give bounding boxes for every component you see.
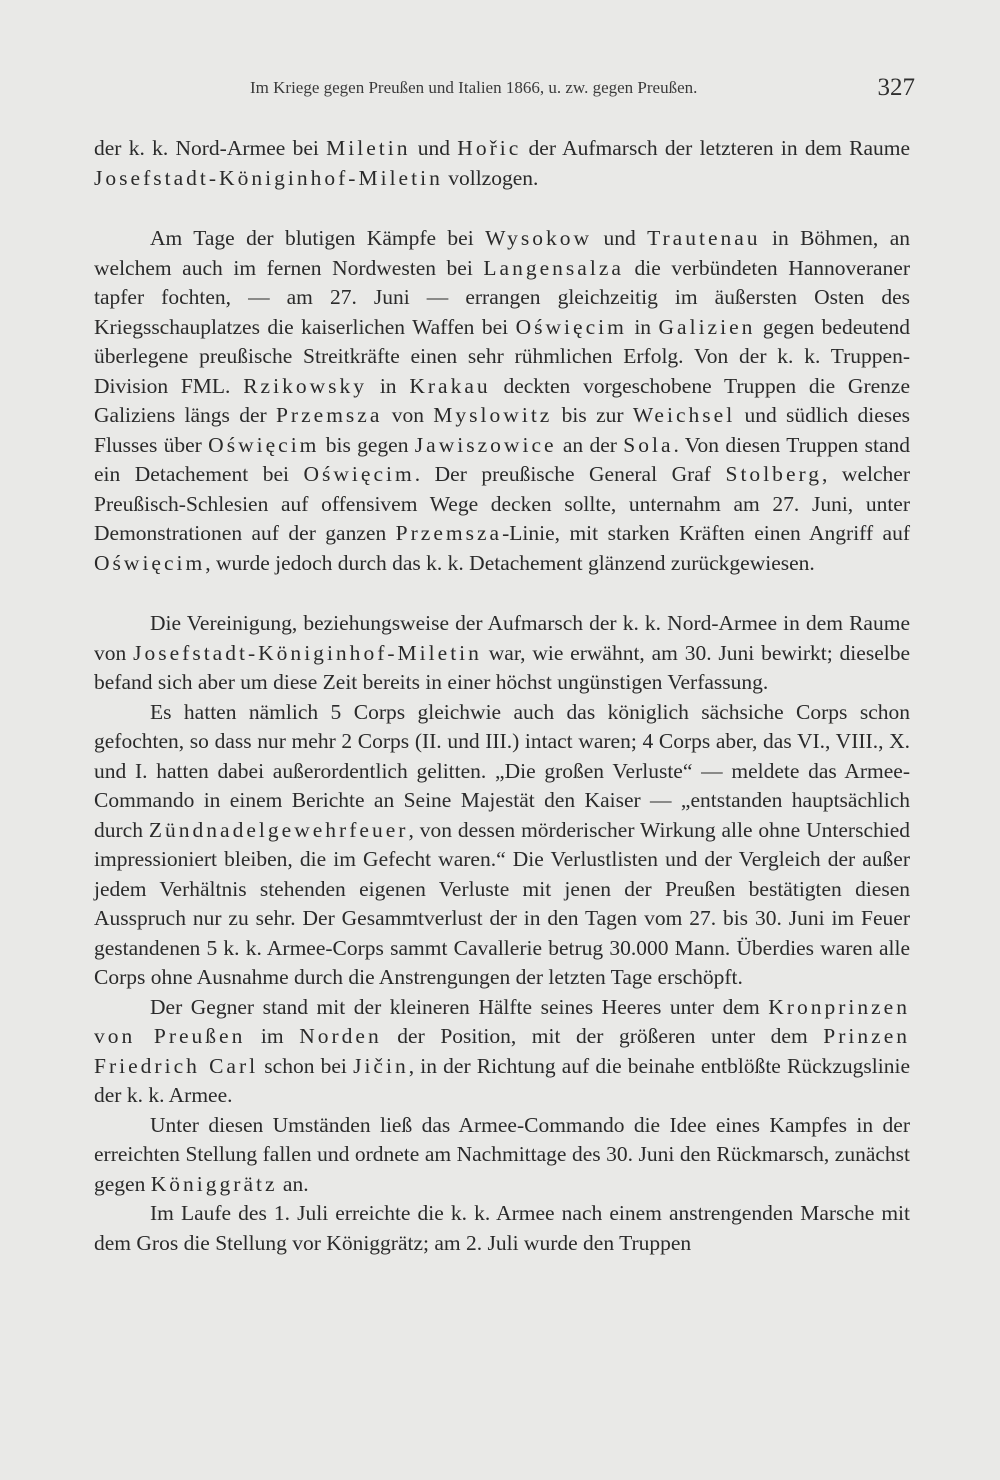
text-run: an der — [556, 432, 624, 457]
spaced-name: Zündnadelgewehrfeuer — [148, 817, 409, 842]
spaced-name: Kronprinzen von Preußen — [94, 994, 910, 1048]
spaced-name: Rzikowsky — [243, 373, 368, 398]
paragraph — [94, 224, 910, 578]
spaced-name: Myslowitz — [433, 403, 553, 427]
text-run: , wurde jedoch durch das k. k. Detachement glänzend zurückgewiesen. — [205, 550, 815, 575]
text-run: die verbündeten Hannoveraner tapfer fochten, — am 27. Juni — errangen gleichzeitig im äußersten Osten des Kriegsschauplatzes die kaiserlichen Waffen bei — [94, 255, 910, 339]
text-run: Im Laufe des 1. Juli erreichte die k. k. Armee nach einem anstrengenden Marsche mit dem Gros die Stellung vor Königgrätz; am 2. Juli wurde den Truppen — [94, 1201, 910, 1255]
text-run: schon bei — [258, 1053, 354, 1078]
text-run: in — [626, 314, 659, 339]
text-run: der k. k. Nord-Armee bei — [94, 136, 327, 160]
spaced-name: Jawiszowice — [414, 432, 557, 457]
spaced-name: Weichsel — [632, 403, 736, 427]
paragraph — [94, 1199, 910, 1258]
text-run: vollzogen. — [442, 165, 539, 190]
paragraph — [94, 1111, 910, 1200]
text-run: in Böhmen, an welchem auch im fernen Nordwesten bei — [94, 226, 910, 280]
spaced-name: Stolberg — [725, 462, 823, 486]
spaced-name: Hořic — [457, 136, 522, 160]
spaced-name: Oświęcim — [303, 462, 415, 486]
body-text — [94, 134, 910, 1258]
spaced-name: Trautenau — [647, 226, 761, 250]
text-run: war, wie erwähnt, am 30. Juni bewirkt; dieselbe befand sich aber um diese Zeit bereits in einer höchst ungünstigen Verfassung. — [94, 640, 910, 694]
paragraph-gap — [94, 578, 910, 609]
text-run: deckten vorgeschobene Truppen die Grenze Galiziens längs der — [94, 373, 910, 427]
spaced-name: Prinzen Friedrich Carl — [94, 1024, 911, 1078]
text-run: , in der Richtung auf die beinahe entblößte Rückzugslinie der k. k. Armee. — [94, 1053, 910, 1107]
spaced-name: Miletin — [326, 136, 411, 160]
text-run: , welcher Preußisch-Schlesien auf offensivem Wege decken sollte, unternahm am 27. Juni, unter Demonstrationen auf der ganzen — [94, 462, 910, 545]
spaced-name: Langensalza — [483, 255, 624, 280]
text-run: in — [367, 373, 410, 398]
text-run: Unter diesen Umständen ließ das Armee-Commando die Idee eines Kampfes in der erreichten Stellung fallen und ordnete am Nachmittage des 30. Juni den Rückmarsch, zunächst gegen — [94, 1112, 910, 1196]
text-run: von — [382, 403, 434, 427]
spaced-name: Krakau — [409, 373, 491, 398]
text-run: Am Tage der blutigen Kämpfe bei — [150, 226, 486, 250]
text-run: . Von diesen Truppen stand ein Detachement bei — [94, 432, 910, 486]
text-run: bis gegen — [319, 432, 415, 457]
running-head — [0, 74, 1000, 106]
spaced-name: Norden — [299, 1024, 382, 1048]
text-run: bis zur — [552, 403, 633, 427]
spaced-name: Galizien — [658, 314, 756, 339]
text-run: gegen bedeutend überlegene preußische Streitkräfte einen sehr rühmlichen Erfolg. Von der k. k. Truppen-Division FML. — [94, 314, 911, 398]
spaced-name: Josefstadt-Königinhof-Miletin — [133, 640, 482, 665]
spaced-name: Oświęcim — [94, 550, 206, 575]
spaced-name: Sola — [623, 432, 674, 457]
spaced-name: Josefstadt-Königinhof-Miletin — [94, 165, 443, 190]
spaced-name: Przemsza — [275, 403, 383, 427]
paragraph — [94, 993, 910, 1111]
spaced-name: Oświęcim — [515, 314, 627, 339]
paragraph-gap — [94, 193, 910, 224]
text-run: und — [592, 226, 648, 250]
text-run: der Position, mit der größeren unter dem — [381, 1024, 824, 1048]
spaced-name: Oświęcim — [208, 432, 320, 457]
text-run: und südlich dieses Flusses über — [94, 403, 911, 457]
spaced-name: Königgrätz — [150, 1171, 278, 1196]
text-run: Die Vereinigung, beziehungsweise der Aufmarsch der k. k. Nord-Armee in dem Raume von — [94, 611, 910, 665]
paragraph — [94, 698, 910, 993]
paragraph — [94, 134, 910, 193]
text-run: im — [245, 1024, 300, 1048]
text-run: Es hatten nämlich 5 Corps gleichwie auch das königlich sächsiche Corps schon gefochten, so dass nur mehr 2 Corps (II. und III.) intact waren; 4 Corps aber, das VI., VIII., X. und I. hatten dabei außerordentlich gelitten. „Die großen Verluste“ — meldete das Armee-Commando in einem Berichte an Seine Majestät den Kaiser — „entstanden hauptsächlich durch — [94, 699, 910, 842]
text-run: an. — [277, 1171, 309, 1196]
text-run: Der Gegner stand mit der kleineren Hälfte seines Heeres unter dem — [150, 994, 769, 1019]
page-number: 327 — [877, 74, 915, 101]
spaced-name: Wysokow — [485, 226, 593, 250]
text-run: der Aufmarsch der letzteren in dem Raume — [521, 136, 911, 160]
text-run: -Linie, mit starken Kräften einen Angriff auf — [502, 521, 911, 545]
paragraph — [94, 609, 910, 698]
text-run: , von dessen mörderischer Wirkung alle ohne Unterschied impressioniert bleiben, die im Gefecht waren.“ Die Verlustlisten und der Vergleich der außer jedem Verhältnis stehenden eigenen Verluste mit jenen der Preußen bestätigten diesen Ausspruch nur zu sehr. Der Gesammtverlust der in den Tagen vom 27. bis 30. Juni im Feuer gestandenen 5 k. k. Armee-Corps sammt Cavallerie betrug 30.000 Mann. Überdies waren alle Corps ohne Ausnahme durch die Anstrengungen der letzten Tage erschöpft. — [94, 817, 910, 989]
running-head-title: Im Kriege gegen Preußen und Italien 1866, u. zw. gegen Preußen. — [250, 78, 698, 97]
spaced-name: Jičin — [353, 1053, 409, 1078]
text-run: und — [410, 136, 458, 160]
spaced-name: Przemsza — [395, 521, 503, 545]
text-run: . Der preußische General Graf — [414, 462, 726, 486]
